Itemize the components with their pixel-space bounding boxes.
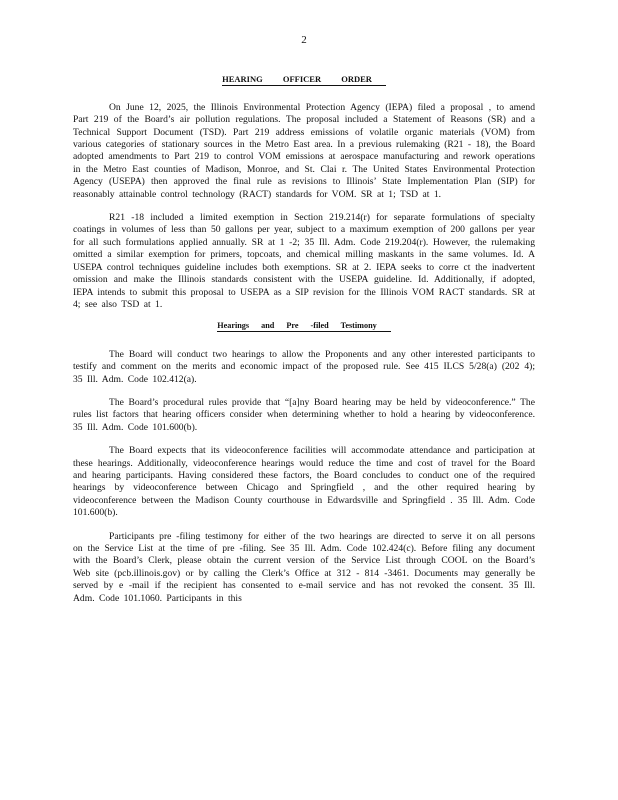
paragraph-prefiling-testimony: Participants pre -filing testimony for either of the two hearings are directed to serve it on all persons on the Service List at the time of pre -filing. See 35 Ill. Adm. Code 102.424(c). Before filing any document with the Board’s Clerk, please obtain the current version of the Service List through COOL on the Board’s Web site (pcb.illinois.gov) or by calling the Clerk’s Office at 312 - 814 -3461. Documents may generally be served by e -mail if the recipient has consented to e-mail service and has not revoked the consent. 35 Ill. Adm. Code 101.1060. Participants in this: [73, 530, 535, 604]
paragraph-exemption-details: R21 -18 included a limited exemption in Section 219.214(r) for separate formulations of specialty coatings in volumes of less than 50 gallons per year, subject to a maximum exemption of 200 gallons per year for all such formulations applied annually. SR at 1 -2; 35 Ill. Adm. Code 219.204(r). However, the rulemaking omitted a similar exemption for primers, topcoats, and chemical milling maskants in the same volumes. Id. A USEPA control techniques guideline includes both exemptions. SR at 2. IEPA seeks to corre ct the inadvertent omission and make the Illinois standards consistent with the USEPA guideline. Id. Additionally, if adopted, IEPA intends to submit this proposal to USEPA as a SIP revision for the Illinois VOM RACT standards. SR at 4; see also TSD at 1.: [73, 212, 535, 310]
order-heading-text: HEARING OFFICER ORDER: [222, 74, 386, 86]
order-heading: [73, 73, 535, 85]
hearings-subheading: [73, 320, 535, 332]
page-number: 2: [301, 34, 307, 46]
paragraph-two-hearings: The Board will conduct two hearings to allow the Proponents and any other interested participants to testify and comment on the merits and economic impact of the proposed rule. See 415 ILCS 5/28(a) (202 4); 35 Ill. Adm. Code 102.412(a).: [73, 348, 535, 385]
paragraph-videoconference-locations: The Board expects that its videoconference facilities will accommodate attendance and participation at these hearings. Additionally, videoconference hearings would reduce the time and cost of travel for the Board and hearing participants. Having considered these factors, the Board concludes to conduct one of the required hearings by videoconference between Chicago and Springfield , and the other required hearing by videoconference between the Madison County courthouse in Edwardsville and Springfield . 35 Ill. Adm. Code 101.600(b).: [73, 445, 535, 519]
hearings-subheading-text: Hearings and Pre -filed Testimony: [217, 321, 390, 332]
paragraph-proposal-background: On June 12, 2025, the Illinois Environmental Protection Agency (IEPA) filed a proposal , to amend Part 219 of the Board’s air pollution regulations. The proposal included a Statement of Reasons (SR) and a Technical Support Document (TSD). Part 219 address emissions of volatile organic materials (VOM) from various categories of stationary sources in the Metro East area. In a previous rulemaking (R21 - 18), the Board adopted amendments to Part 219 to control VOM emissions at aerospace manufacturing and rework operations in the Metro East counties of Madison, Monroe, and St. Clai r. The United States Environmental Protection Agency (USEPA) then approved the final rule as revisions to Illinois’ State Implementation Plan (SIP) for reasonably attainable control technology (RACT) standards for VOM. SR at 1; TSD at 1.: [73, 101, 535, 200]
paragraph-videoconference-rules: The Board’s procedural rules provide that “[a]ny Board hearing may be held by videoconference.” The rules list factors that hearing officers consider when determining whether to hold a hearing by videoconference. 35 Ill. Adm. Code 101.600(b).: [73, 396, 535, 433]
document-page: [73, 34, 535, 616]
